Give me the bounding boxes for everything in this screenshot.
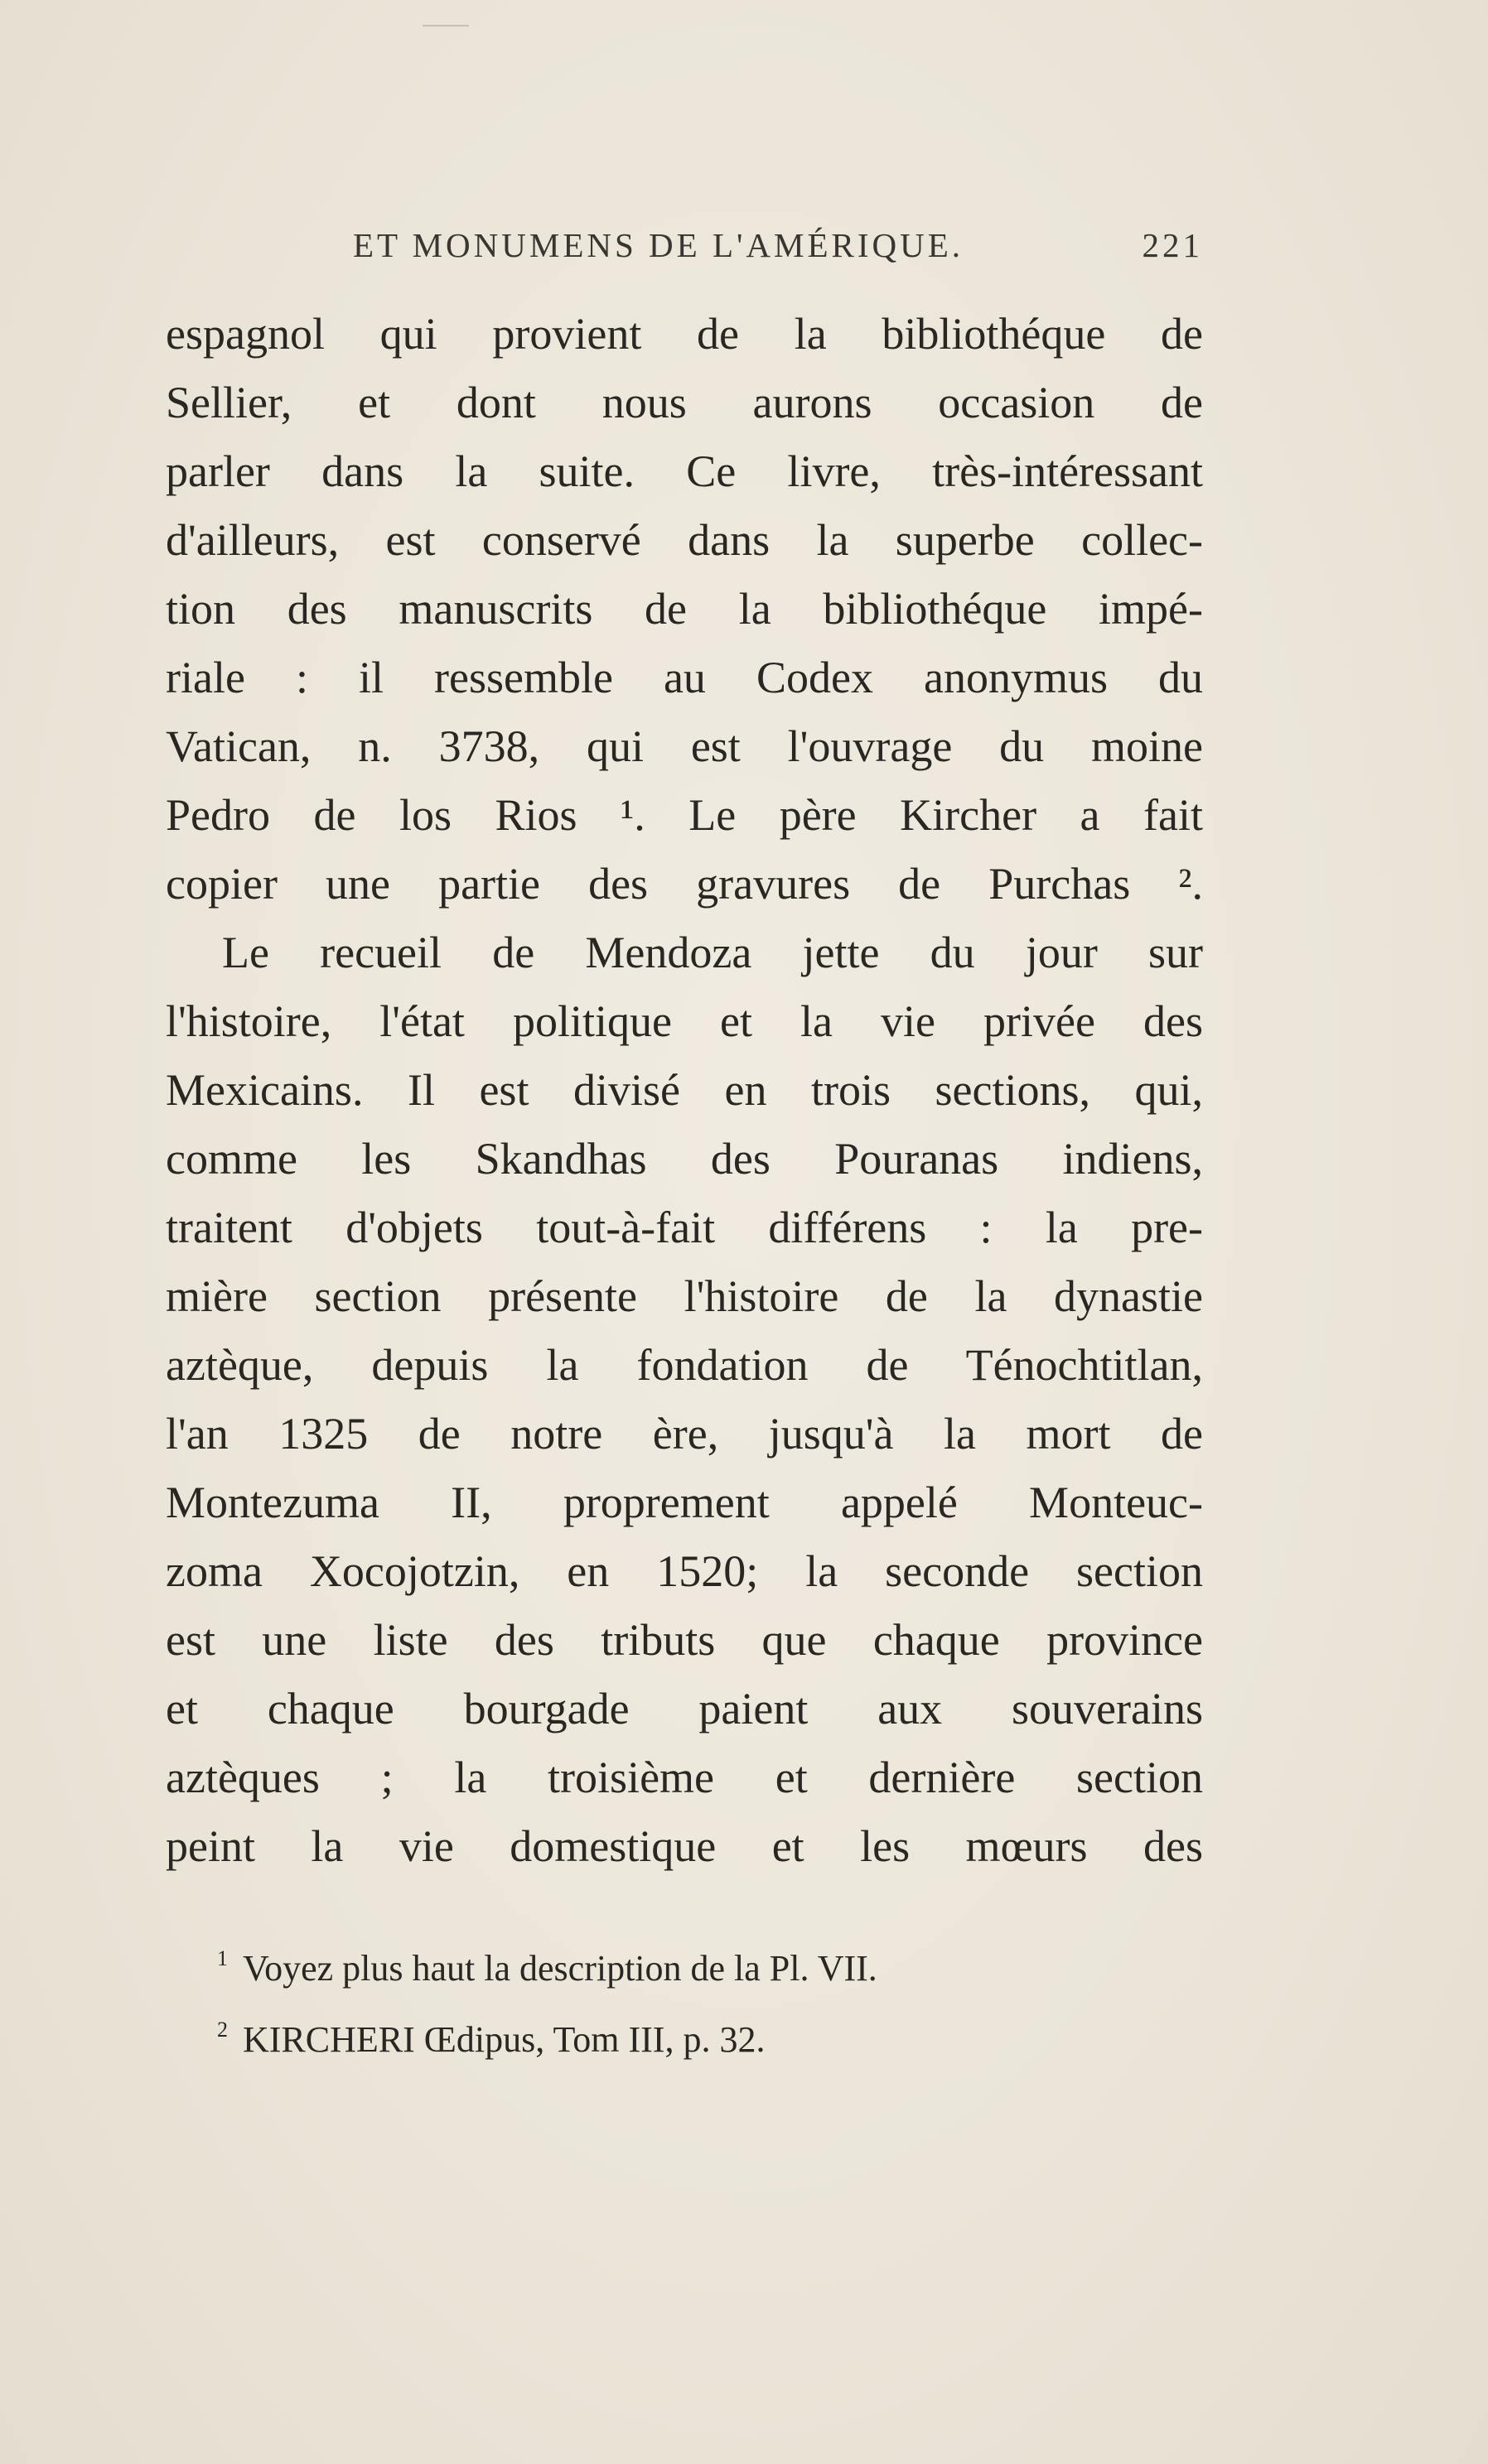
text-line: espagnol qui provient de la bibliothéque de (166, 309, 1203, 359)
text-line: Le recueil de Mendoza jette du jour sur (222, 928, 1203, 977)
page-header (166, 225, 1203, 275)
text-line: Sellier, et dont nous aurons occasion de (166, 378, 1203, 427)
text-line: parler dans la suite. Ce livre, très-intéressant (166, 446, 1203, 496)
body-text (166, 300, 1203, 1881)
text-line: et chaque bourgade paient aux souverains (166, 1684, 1203, 1733)
text-line: zoma Xocojotzin, en 1520; la seconde section (166, 1546, 1203, 1596)
page-number: 221 (1142, 226, 1203, 264)
footnote-mark: 1 (217, 1946, 228, 1970)
text-line: riale : il ressemble au Codex anonymus du (166, 653, 1203, 702)
text-line: l'an 1325 de notre ère, jusqu'à la mort de (166, 1409, 1203, 1459)
text-line: aztèques ; la troisième et dernière section (166, 1753, 1203, 1802)
text-line: est une liste des tributs que chaque province (166, 1615, 1203, 1665)
footnote (217, 1994, 1170, 2066)
footnote (217, 1923, 1170, 1994)
text-line: l'histoire, l'état politique et la vie privée des (166, 996, 1203, 1046)
text-line: Mexicains. Il est divisé en trois sections, qui, (166, 1065, 1203, 1115)
text-line: Vatican, n. 3738, qui est l'ouvrage du moine (166, 721, 1203, 771)
text-line: Montezuma II, proprement appelé Monteuc- (166, 1478, 1203, 1527)
text-line: traitent d'objets tout-à-fait différens : la pre- (166, 1203, 1203, 1252)
footnotes (217, 1923, 1170, 2066)
text-line: tion des manuscrits de la bibliothéque impé- (166, 584, 1203, 634)
footnote-mark: 2 (217, 2018, 228, 2042)
text-line: Pedro de los Rios ¹. Le père Kircher a fait (166, 790, 1203, 840)
text-line: copier une partie des gravures de Purchas ². (166, 859, 1203, 909)
text-line: mière section présente l'histoire de la dynastie (166, 1271, 1203, 1321)
text-line: d'ailleurs, est conservé dans la superbe collec- (166, 515, 1203, 565)
running-title: ET MONUMENS DE L'AMÉRIQUE. (353, 226, 964, 264)
text-line: peint la vie domestique et les mœurs des (166, 1821, 1203, 1871)
footnote-text: KIRCHERI Œdipus, Tom III, p. 32. (243, 2019, 766, 2061)
footnote-text: Voyez plus haut la description de la Pl. VII. (243, 1948, 877, 1989)
text-line: aztèque, depuis la fondation de Ténochtitlan, (166, 1340, 1203, 1390)
page-top-mark (423, 25, 469, 27)
text-line: comme les Skandhas des Pouranas indiens, (166, 1134, 1203, 1184)
